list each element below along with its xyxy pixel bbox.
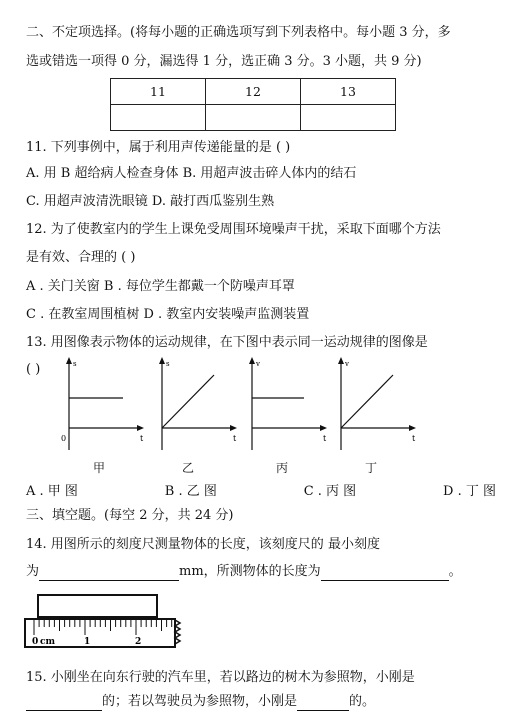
answer-table-header: 12 (206, 79, 301, 105)
graph-xlabel: t (323, 434, 327, 443)
q15-line1: 15. 小刚坐在向东行驶的汽车里，若以路边的树木为参照物，小刚是 (26, 670, 415, 685)
ruler-label-1: 1 (84, 637, 91, 647)
q13-option-b: B . 乙 图 (164, 484, 217, 499)
ruler-label-2: 2 (135, 637, 142, 647)
q13-stem-line2: ( ) (26, 362, 41, 377)
ruler-label-0: 0 (32, 637, 39, 647)
q13-stem-line1: 13. 用图像表示物体的运动规律，在下图中表示同一运动规律的图像是 (26, 335, 428, 350)
q15-fill-mid: 的；若以驾驶员为参照物，小刚是 (102, 694, 298, 709)
graph-ylabel: v (256, 360, 260, 368)
graph-ylabel: v (345, 360, 349, 368)
q11-options-ab: A. 用 B 超给病人检查身体 B. 用超声波击碎人体内的结石 (26, 166, 357, 181)
q15-fill-end: 的。 (349, 694, 376, 709)
arrow-icon (159, 357, 165, 364)
q14-blank-1[interactable] (39, 566, 179, 581)
answer-table-header: 13 (301, 79, 396, 105)
graph-ding (327, 355, 422, 455)
arrow-icon (409, 425, 416, 431)
graph-caption: 丁 (365, 461, 378, 475)
graph-xlabel: t (233, 434, 237, 443)
answer-cell-12[interactable] (206, 105, 301, 131)
q11-options-cd: C. 用超声波清洗眼镜 D. 敲打西瓜鉴别生熟 (26, 194, 275, 209)
section-2-heading-line2: 选或错选一项得 0 分，漏选得 1 分，选正确 3 分。3 小题，共 9 分) (26, 54, 422, 69)
graph-origin: 0 (61, 434, 67, 443)
q11-stem: 11. 下列事例中，属于利用声传递能量的是 ( ) (26, 140, 291, 155)
ruler-unit: cm (40, 637, 56, 647)
graph-line (341, 375, 393, 428)
q13-option-a: A . 甲 图 (26, 484, 78, 499)
answer-cell-13[interactable] (301, 105, 396, 131)
q13-option-c: C . 丙 图 (303, 484, 357, 499)
graph-bing (238, 355, 333, 455)
q12-options-cd: C . 在教室周围植树 D . 教室内安装噪声监测装置 (26, 307, 310, 322)
q14-fill-line (26, 563, 462, 581)
section-2-heading-line1: 二、不定项选择。(将每小题的正确选项写到下列表格中。每小题 3 分，多 (26, 25, 451, 40)
measured-object (38, 595, 157, 617)
arrow-icon (230, 425, 237, 431)
graph-caption: 甲 (93, 461, 106, 475)
graph-line (162, 375, 214, 428)
q14-blank-2[interactable] (321, 566, 449, 581)
graph-caption: 乙 (182, 461, 195, 475)
graph-xlabel: t (140, 434, 144, 443)
q12-stem-line2: 是有效、合理的 ( ) (26, 250, 136, 265)
graph-caption: 丙 (276, 461, 289, 475)
graph-jia (55, 355, 150, 455)
answer-table-answer-row (111, 105, 396, 131)
answer-cell-11[interactable] (111, 105, 206, 131)
ruler-ticks (34, 620, 172, 635)
answer-table (110, 78, 396, 131)
graph-xlabel: t (412, 434, 416, 443)
q13-option-d: D . 丁 图 (443, 484, 496, 499)
q12-stem-line1: 12. 为了使教室内的学生上课免受周围环境噪声干扰，采取下面哪个方法 (26, 222, 441, 237)
q15-blank-1[interactable] (26, 696, 102, 711)
arrow-icon (320, 425, 327, 431)
q12-options-ab: A . 关门关窗 B . 每位学生都戴一个防噪声耳罩 (26, 279, 295, 294)
graph-ylabel: s (73, 360, 77, 368)
q14-fill-mid: mm，所测物体的长度为 (179, 564, 321, 579)
q14-fill-end: 。 (448, 564, 462, 579)
answer-table-header: 11 (111, 79, 206, 105)
arrow-icon (137, 425, 144, 431)
q15-blank-2[interactable] (297, 696, 349, 711)
q15-fill-line (26, 693, 375, 711)
arrow-icon (338, 357, 344, 364)
graph-ylabel: s (166, 360, 170, 368)
graph-yi (148, 355, 243, 455)
section-3-heading: 三、填空题。(每空 2 分，共 24 分) (26, 508, 234, 523)
arrow-icon (249, 357, 255, 364)
ruler-figure (24, 592, 184, 656)
q14-fill-prefix: 为 (26, 564, 40, 579)
arrow-icon (66, 357, 72, 364)
q14-stem: 14. 用图所示的刻度尺测量物体的长度，该刻度尺的 最小刻度 (26, 537, 380, 552)
q13-options (26, 480, 496, 499)
answer-table-header-row (111, 79, 396, 105)
